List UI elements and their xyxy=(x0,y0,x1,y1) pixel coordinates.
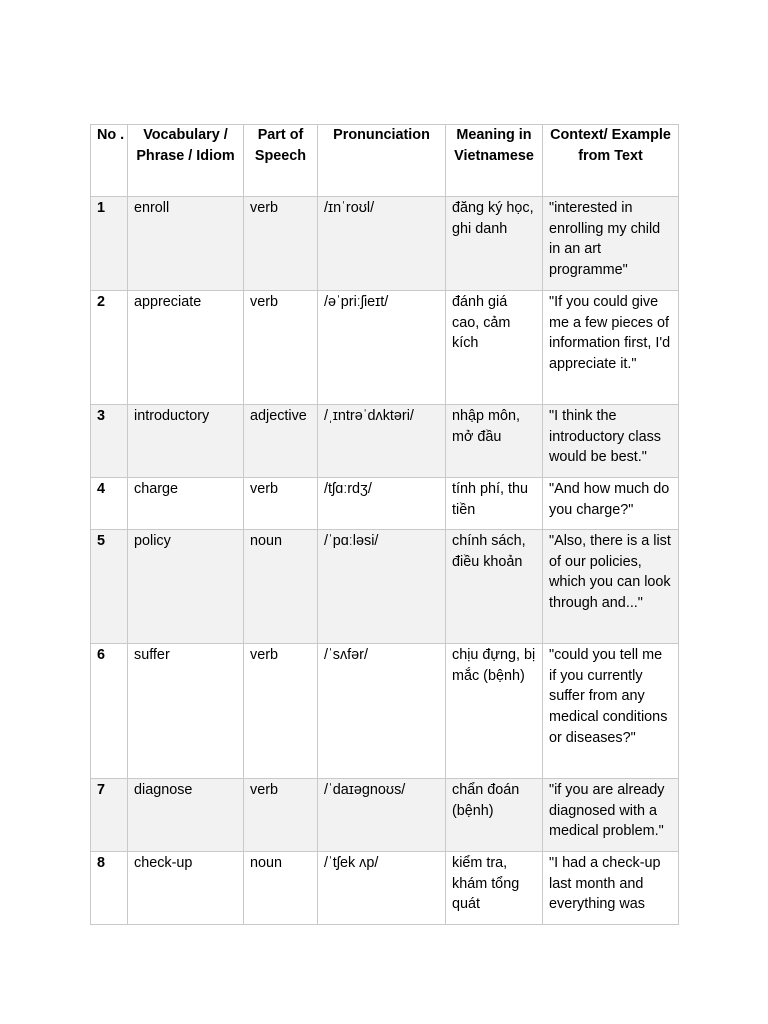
vocabulary-table xyxy=(90,124,679,925)
row-part-of-speech: noun xyxy=(244,852,318,925)
header-number: No . xyxy=(91,125,128,197)
row-meaning: chính sách, điều khoản xyxy=(446,530,543,644)
row-meaning: chịu đựng, bị mắc (bệnh) xyxy=(446,644,543,779)
row-context: "And how much do you charge?" xyxy=(543,478,679,530)
row-context: "if you are already diagnosed with a medical problem." xyxy=(543,779,679,852)
row-pronunciation: /ɪnˈroʊl/ xyxy=(318,197,446,291)
row-word: appreciate xyxy=(128,291,244,405)
row-number: 8 xyxy=(91,852,128,925)
row-context: "could you tell me if you currently suffer from any medical conditions or diseases?" xyxy=(543,644,679,779)
row-pronunciation: /əˈpriːʃieɪt/ xyxy=(318,291,446,405)
table-row xyxy=(91,197,679,291)
row-word: charge xyxy=(128,478,244,530)
row-word: diagnose xyxy=(128,779,244,852)
row-number: 4 xyxy=(91,478,128,530)
row-meaning: tính phí, thu tiền xyxy=(446,478,543,530)
row-number: 5 xyxy=(91,530,128,644)
row-number: 3 xyxy=(91,405,128,478)
row-part-of-speech: verb xyxy=(244,478,318,530)
row-pronunciation: /ˈsʌfər/ xyxy=(318,644,446,779)
header-part-of-speech: Part of Speech xyxy=(244,125,318,197)
row-number: 1 xyxy=(91,197,128,291)
row-word: policy xyxy=(128,530,244,644)
table-row xyxy=(91,852,679,925)
table-row xyxy=(91,291,679,405)
header-pronunciation: Pronunciation xyxy=(318,125,446,197)
row-number: 7 xyxy=(91,779,128,852)
row-word: introductory xyxy=(128,405,244,478)
row-word: suffer xyxy=(128,644,244,779)
table-header xyxy=(91,125,679,197)
row-meaning: đăng ký học, ghi danh xyxy=(446,197,543,291)
header-vocabulary: Vocabulary / Phrase / Idiom xyxy=(128,125,244,197)
row-meaning: kiểm tra, khám tổng quát xyxy=(446,852,543,925)
header-meaning: Meaning in Vietnamese xyxy=(446,125,543,197)
row-number: 6 xyxy=(91,644,128,779)
row-context: "I think the introductory class would be best." xyxy=(543,405,679,478)
row-context: "interested in enrolling my child in an art programme" xyxy=(543,197,679,291)
row-pronunciation: /ˈpɑːləsi/ xyxy=(318,530,446,644)
row-pronunciation: /tʃɑːrdʒ/ xyxy=(318,478,446,530)
row-part-of-speech: verb xyxy=(244,779,318,852)
row-part-of-speech: verb xyxy=(244,197,318,291)
row-pronunciation: /ˈtʃek ʌp/ xyxy=(318,852,446,925)
row-pronunciation: /ˌɪntrəˈdʌktəri/ xyxy=(318,405,446,478)
table-row xyxy=(91,530,679,644)
row-word: enroll xyxy=(128,197,244,291)
row-context: "If you could give me a few pieces of information first, I'd appreciate it." xyxy=(543,291,679,405)
table-row xyxy=(91,478,679,530)
row-meaning: chẩn đoán (bệnh) xyxy=(446,779,543,852)
row-meaning: nhập môn, mở đầu xyxy=(446,405,543,478)
table-row xyxy=(91,644,679,779)
row-meaning: đánh giá cao, cảm kích xyxy=(446,291,543,405)
row-part-of-speech: verb xyxy=(244,644,318,779)
row-part-of-speech: noun xyxy=(244,530,318,644)
table-row xyxy=(91,779,679,852)
row-part-of-speech: adjective xyxy=(244,405,318,478)
row-part-of-speech: verb xyxy=(244,291,318,405)
row-context: "Also, there is a list of our policies, which you can look through and..." xyxy=(543,530,679,644)
row-number: 2 xyxy=(91,291,128,405)
row-word: check-up xyxy=(128,852,244,925)
table-row xyxy=(91,405,679,478)
header-context: Context/ Example from Text xyxy=(543,125,679,197)
row-pronunciation: /ˈdaɪəgnoʊs/ xyxy=(318,779,446,852)
row-context: "I had a check-up last month and everything was xyxy=(543,852,679,925)
